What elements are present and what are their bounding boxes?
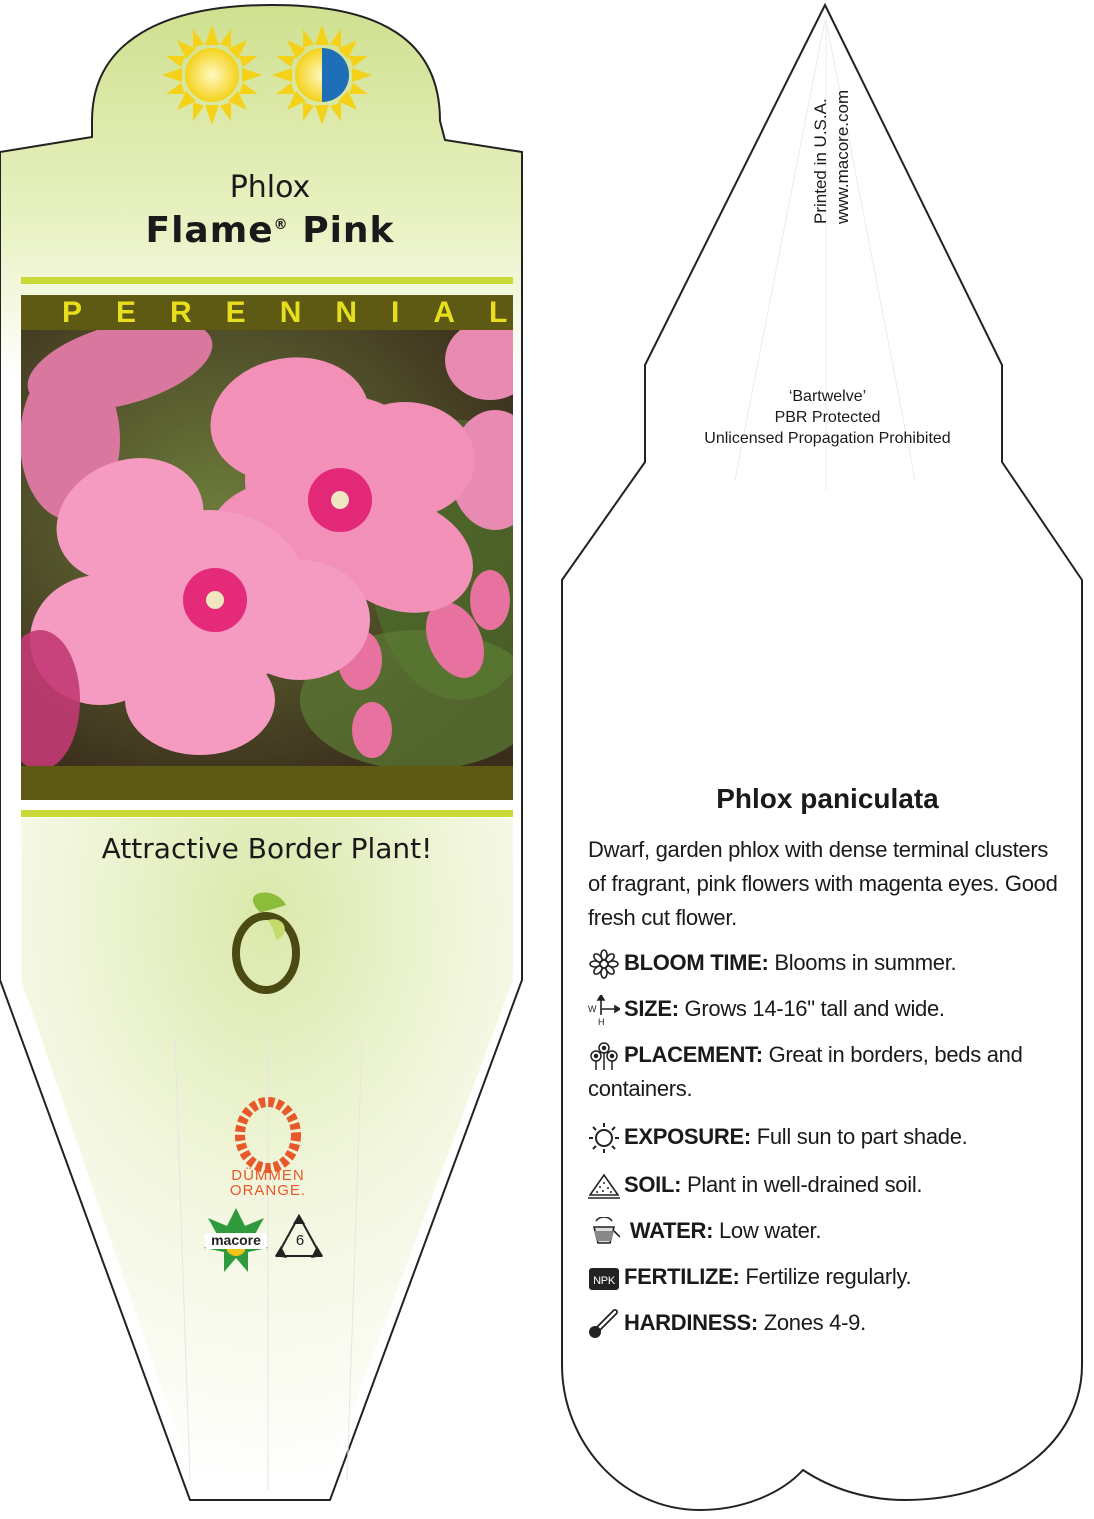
species-name: Phlox paniculata (716, 783, 939, 814)
lower-accent-line (21, 810, 513, 817)
care-item-fertilize (588, 1260, 1058, 1306)
care-label: SIZE: (624, 996, 679, 1021)
brand-line-2: ORANGE. (229, 1182, 307, 1199)
care-item-placement (588, 1038, 1058, 1120)
category-label: PERENNIAL (62, 296, 542, 329)
npk-text: NPK (593, 1275, 615, 1288)
recycle-code: 6 (295, 1232, 305, 1249)
care-item-exposure (588, 1120, 1058, 1168)
care-value: Full sun to part shade. (756, 1124, 968, 1149)
variety-name-suffix: Pink (302, 210, 395, 251)
part-shade-icon (272, 25, 372, 125)
common-name: Phlox (229, 170, 311, 205)
npk-fertilizer-icon (588, 1263, 620, 1293)
care-label: FERTILIZE: (624, 1264, 740, 1289)
flower-icon (588, 949, 620, 979)
print-info (810, 90, 854, 224)
photo-bottom-band (21, 766, 513, 800)
size-arrows-icon (588, 995, 620, 1025)
propagation-notice: Unlicensed Propagation Prohibited (704, 430, 951, 447)
care-label: HARDINESS: (624, 1310, 758, 1335)
thermometer-icon (588, 1309, 620, 1339)
care-value: Fertilize regularly. (745, 1264, 912, 1289)
care-label: BLOOM TIME: (624, 950, 769, 975)
watering-can-icon (588, 1217, 620, 1247)
cultivar-name: ‘Bartwelve’ (788, 388, 867, 405)
website: www.macore.com (833, 89, 852, 224)
care-label: EXPOSURE: (624, 1124, 751, 1149)
soil-pile-icon (588, 1171, 620, 1201)
care-value: Blooms in summer. (774, 950, 957, 975)
full-sun-icon (162, 25, 262, 125)
care-label: SOIL: (624, 1172, 682, 1197)
care-label: PLACEMENT: (624, 1042, 763, 1067)
flower-photo (0, 302, 550, 770)
macore-wordmark: macore (211, 1232, 261, 1248)
care-item-hardiness (588, 1306, 1058, 1352)
size-h-letter: H (598, 1017, 605, 1026)
legal-block (660, 386, 995, 449)
care-item-water (588, 1214, 1058, 1260)
care-item-bloom (588, 946, 1058, 992)
care-item-size (588, 992, 1058, 1038)
brand-line-1: DÜMMEN (231, 1167, 305, 1184)
registered-mark: ® (273, 217, 289, 233)
tagline: Attractive Border Plant! (101, 832, 433, 865)
care-label: WATER: (629, 1218, 714, 1243)
upper-accent-line (21, 277, 513, 284)
variety-name-main: Flame (145, 210, 274, 251)
size-w-letter: W (588, 1004, 597, 1015)
printed-in: Printed in U.S.A. (811, 98, 830, 224)
care-value: Plant in well-drained soil. (686, 1172, 923, 1197)
pbr-protected: PBR Protected (774, 409, 881, 426)
care-value: Grows 14-16" tall and wide. (684, 996, 945, 1021)
care-list (588, 946, 1058, 1352)
care-value: Great in borders, beds and containers. (588, 1042, 1023, 1101)
placement-flowers-icon (588, 1041, 620, 1071)
sun-outline-icon (588, 1123, 620, 1153)
plant-description: Dwarf, garden phlox with dense terminal clusters of fragrant, pink flowers with magenta eyes. Good fresh cut flower. (588, 837, 1058, 930)
brand-name (200, 1168, 336, 1198)
care-item-soil (588, 1168, 1058, 1214)
care-value: Zones 4-9. (763, 1310, 866, 1335)
variety-name (70, 210, 470, 251)
care-value: Low water. (718, 1218, 822, 1243)
